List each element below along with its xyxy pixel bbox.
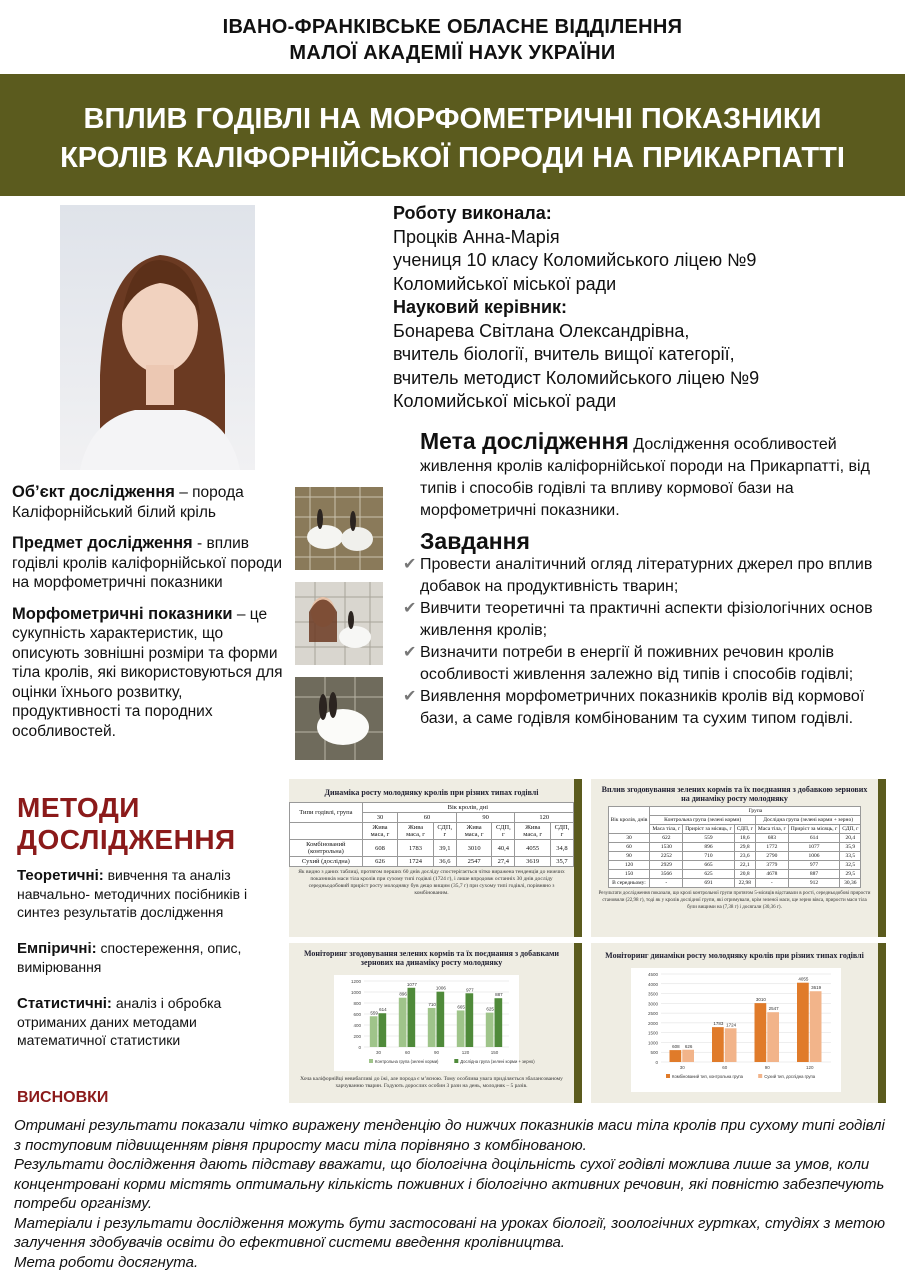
- y-tick-label: 4000: [647, 981, 658, 987]
- cell: 1530: [650, 843, 683, 852]
- x-tick-label: 30: [679, 1065, 685, 1070]
- bar: [725, 1028, 737, 1062]
- title-line2: КРОЛІВ КАЛІФОРНІЙСЬКОЇ ПОРОДИ НА ПРИКАРПАТТІ: [60, 142, 845, 174]
- slide1-table: [289, 802, 574, 867]
- cell: 4678: [755, 870, 788, 879]
- cell: 29,8: [734, 843, 755, 852]
- legend-label: Сухий тип, дослідна група: [764, 1074, 816, 1079]
- methods-title-line1: МЕТОДИ: [17, 792, 140, 823]
- table-row: [290, 857, 574, 867]
- bar: [670, 1050, 682, 1062]
- test-group-header: Дослідна група (зелені корми + зерно): [755, 816, 861, 825]
- table-row: [608, 843, 861, 852]
- data-label: 1077: [406, 981, 417, 987]
- cell: 3010: [456, 840, 492, 857]
- object-label: Об’єкт дослідження: [12, 483, 175, 501]
- cell: 23,6: [734, 852, 755, 861]
- data-label: 896: [399, 991, 407, 997]
- cell: 39,1: [433, 840, 456, 857]
- conclusions-text: [14, 1116, 894, 1272]
- subject-text: - вплив годівлі кролів каліфорнійської породи на морфометричні показники: [12, 535, 282, 591]
- table-row: [608, 852, 861, 861]
- cell: 625: [683, 870, 735, 879]
- cell: 3779: [755, 861, 788, 870]
- age-cell: 60: [398, 813, 457, 823]
- y-tick-label: 800: [353, 1001, 361, 1006]
- cell: 3619: [515, 857, 551, 867]
- morph-paragraph: [12, 605, 294, 742]
- task-item: [403, 554, 898, 598]
- cell: 60: [608, 843, 650, 852]
- task-item: [403, 598, 898, 642]
- y-tick-label: 600: [353, 1012, 361, 1017]
- tasks-label: Завдання: [420, 528, 530, 554]
- cell: 120: [608, 861, 650, 870]
- legend-label: Комбінований тип, контрольна група: [672, 1074, 744, 1079]
- cell: 1077: [788, 843, 840, 852]
- col-header: СДП, г: [734, 825, 755, 834]
- cell: 977: [788, 861, 840, 870]
- legend-swatch: [454, 1059, 458, 1063]
- data-label: 625: [486, 1006, 494, 1012]
- slide-chart-green-feed: [289, 943, 582, 1103]
- col-header: Приріст за місяць, г: [683, 825, 735, 834]
- slide2-title: Вплив згодовування зелених кормів та їх поєднання з добавкою зернових на динаміку росту молодняку: [601, 785, 868, 803]
- cell: 27,4: [492, 857, 515, 867]
- bar: [428, 1008, 436, 1047]
- slide3-note: Хоча каліфорнійці невибагливі до їжі, але порода є м’ясною. Тому особлива увага приділяється збалансованому харчуванню тварин. Годують дорослих особин 3 рази на день, молодняк – 5 разів.: [300, 1076, 563, 1089]
- legend-swatch: [666, 1074, 670, 1078]
- bar: [755, 1003, 767, 1062]
- cell: 33,5: [840, 852, 861, 861]
- theoretical-text: вивчення та аналіз навчально- методичних посібників і синтез результатів дослідження: [17, 867, 248, 920]
- x-tick-label: 120: [461, 1050, 470, 1055]
- slide-table-growth: [289, 779, 582, 937]
- y-tick-label: 1000: [350, 990, 361, 995]
- cell: 22,1: [734, 861, 755, 870]
- data-label: 4055: [798, 976, 809, 982]
- legend-swatch: [369, 1059, 373, 1063]
- cell: 614: [788, 834, 840, 843]
- statistical-label: Статистичні:: [17, 995, 112, 1012]
- y-tick-label: 200: [353, 1034, 361, 1039]
- author-label: Роботу виконала:: [393, 203, 552, 223]
- age-cell: 90: [456, 813, 515, 823]
- y-tick-label: 500: [650, 1050, 658, 1056]
- table-row: [608, 834, 861, 843]
- bar: [370, 1016, 378, 1047]
- cell: 896: [683, 843, 735, 852]
- cell: 29,5: [840, 870, 861, 879]
- statistical-text: аналіз і обробка отриманих даних методами математичної статистики: [17, 995, 222, 1048]
- green-feed-chart: [289, 969, 574, 1071]
- goal-block: [420, 430, 895, 522]
- cell: 150: [608, 870, 650, 879]
- supervisor-label: Науковий керівник:: [393, 297, 568, 317]
- org-header: [0, 14, 905, 66]
- cell: 30: [608, 834, 650, 843]
- slide2-group-header: Група: [650, 807, 861, 816]
- task-text: Провести аналітичний огляд літературних джерел про вплив добавок на продуктивність тварин;: [420, 556, 873, 595]
- title-line1: ВПЛИВ ГОДІВЛІ НА МОРФОМЕТРИЧНІ ПОКАЗНИКИ: [83, 103, 822, 135]
- author-name: Процків Анна-Марія: [393, 226, 560, 247]
- conclusion-paragraph: Результати дослідження дають підставу вважати, що біологічна доцільність сухої годівлі можлива лише за умов, коли концентровані корми містять оптимальну кількість поживних і біологічно активних речовин, які повністю забезпечують потреби організму.: [14, 1156, 885, 1212]
- cell: 2929: [650, 861, 683, 870]
- cell: 3566: [650, 870, 683, 879]
- table-row: [608, 879, 861, 888]
- supervisor-name: Бонарева Світлана Олександрівна,: [393, 320, 690, 341]
- y-tick-label: 4500: [647, 972, 658, 977]
- y-tick-label: 1200: [350, 979, 361, 984]
- y-tick-label: 2000: [647, 1020, 658, 1026]
- cell: 887: [788, 870, 840, 879]
- cell: 30,36: [840, 879, 861, 888]
- cell: 4055: [515, 840, 551, 857]
- cell: 18,6: [734, 834, 755, 843]
- cell: 22,98: [734, 879, 755, 888]
- legend-label: Дослідна група (зелені корми + зерно): [460, 1059, 535, 1064]
- x-tick-label: 150: [490, 1050, 499, 1055]
- slide1-age-header: Вік кролів, днi: [362, 803, 573, 813]
- object-text: – порода Каліфорнійський білий кріль: [12, 484, 244, 521]
- author-photo: [60, 205, 255, 470]
- cell: 90: [608, 852, 650, 861]
- slide-chart-feeding-type: [591, 943, 886, 1103]
- cell: 2790: [755, 852, 788, 861]
- methods-title: [17, 792, 236, 856]
- cell: 691: [683, 879, 735, 888]
- cell: 1783: [398, 840, 434, 857]
- goal-label: Мета дослідження: [420, 428, 629, 454]
- task-text: Вивчити теоретичні та практичні аспекти фізіологічних основ живлення кролів;: [420, 600, 873, 639]
- data-label: 559: [370, 1010, 378, 1016]
- legend-label: Контрольна група (зелені корми): [375, 1059, 439, 1064]
- legend-swatch: [758, 1074, 762, 1078]
- col-header: Жива маса, г: [515, 823, 551, 840]
- rabbit-photo-2: [295, 582, 383, 665]
- row-label: Сухий (дослідна): [290, 857, 363, 867]
- cell: 35,7: [550, 857, 573, 867]
- check-icon: ✔: [403, 600, 417, 617]
- author-line1: учениця 10 класу Коломийського ліцею №9: [393, 250, 757, 270]
- cell: 35,9: [840, 843, 861, 852]
- data-label: 1724: [726, 1022, 737, 1028]
- supervisor-line1: вчитель біології, вчитель вищої категорії,: [393, 344, 735, 364]
- cell: -: [650, 879, 683, 888]
- definitions-block: [12, 483, 294, 753]
- check-icon: ✔: [403, 644, 417, 661]
- methods-block: [17, 866, 287, 1067]
- bar: [457, 1010, 465, 1047]
- data-label: 1783: [713, 1021, 724, 1027]
- cell: 20,8: [734, 870, 755, 879]
- slide1-group-header: Типи годівлі, група: [290, 803, 363, 823]
- cell: 626: [362, 857, 398, 867]
- cell: 40,4: [492, 840, 515, 857]
- methods-title-line2: ДОСЛІДЖЕННЯ: [17, 824, 236, 855]
- y-tick-label: 0: [358, 1045, 361, 1050]
- cell: 622: [650, 834, 683, 843]
- rabbit-photos: [295, 487, 383, 772]
- slide2-table: [608, 806, 862, 888]
- data-label: 2547: [768, 1006, 779, 1012]
- cell: 2547: [456, 857, 492, 867]
- data-label: 710: [428, 1001, 436, 1007]
- table-row: [608, 861, 861, 870]
- goal-text: Дослідження особливостей живлення кролів каліфорнійської породи на Прикарпатті, від типів і способів годівлі та впливу кормової бази на морфометричні показники.: [420, 436, 870, 519]
- y-tick-label: 3000: [647, 1001, 658, 1007]
- slide2-note: Результати дослідження показали, що кролі контрольної групи протягом 5-місяців відставали в рості, середньодобові прирости становили (22,98 г), тоді як у кролів дослідної групи, які отримували, крім зеленої маси, ще зерно вівса, прирости маси тіла були вищими на (7,38 г) і досягали (30,36 г).: [598, 891, 871, 910]
- age-cell: 30: [362, 813, 398, 823]
- check-icon: ✔: [403, 688, 417, 705]
- cell: 912: [788, 879, 840, 888]
- cell: 559: [683, 834, 735, 843]
- rabbit-photo-1: [295, 487, 383, 570]
- empirical-label: Емпіричні:: [17, 940, 97, 957]
- slide2-age-header: Вік кролів, днів: [608, 807, 650, 834]
- bar: [379, 1013, 387, 1047]
- cell: 1772: [755, 843, 788, 852]
- row-label: Комбінований (контрольна): [290, 840, 363, 857]
- data-label: 614: [379, 1007, 387, 1013]
- cell: -: [755, 879, 788, 888]
- org-header-line1: ІВАНО-ФРАНКІВСЬКЕ ОБЛАСНЕ ВІДДІЛЕННЯ: [222, 16, 683, 38]
- data-label: 977: [466, 987, 474, 993]
- cell: 34,8: [550, 840, 573, 857]
- task-item: [403, 642, 898, 686]
- title-band: [0, 74, 905, 196]
- data-label: 608: [672, 1044, 680, 1050]
- subject-paragraph: [12, 534, 294, 593]
- cell: 683: [755, 834, 788, 843]
- theoretical-method: [17, 866, 287, 921]
- col-header: СДП, г: [840, 825, 861, 834]
- control-group-header: Контрольна група (зелені корми): [650, 816, 756, 825]
- subject-label: Предмет дослідження: [12, 534, 193, 552]
- author-block: [393, 202, 893, 414]
- cell: 2252: [650, 852, 683, 861]
- col-header: СДП, г: [492, 823, 515, 840]
- conclusions-label: ВИСНОВКИ: [17, 1089, 109, 1106]
- y-tick-label: 0: [655, 1060, 658, 1065]
- col-header: СДП, г: [550, 823, 573, 840]
- bar: [797, 983, 809, 1062]
- cell: 1724: [398, 857, 434, 867]
- check-icon: ✔: [403, 556, 417, 573]
- col-header: Маса тіла, г: [650, 825, 683, 834]
- empirical-method: [17, 939, 287, 976]
- col-header: Жива маса, г: [362, 823, 398, 840]
- x-tick-label: 90: [433, 1050, 440, 1055]
- slide-table-green-feed: [591, 779, 886, 937]
- task-text: Виявлення морфометричних показників кролів від кормової бази, а саме годівля комбінованим та сухим типом годівлі.: [420, 688, 865, 727]
- data-label: 1006: [435, 985, 446, 991]
- y-tick-label: 400: [353, 1023, 361, 1028]
- x-tick-label: 60: [722, 1065, 728, 1070]
- bar: [486, 1013, 494, 1047]
- slide4-title: Моніторинг динаміки росту молодняку кролів при різних типах годівлі: [605, 951, 864, 960]
- conclusion-paragraph: Отримані результати показали чітко виражену тенденцію до нижчих показників маси тіла кролів при сухому типі годівлі з поступовим підвищенням рівня приросту маси тіла порівняно з комбінованою.: [14, 1117, 885, 1154]
- col-header: Жива маса, г: [456, 823, 492, 840]
- x-tick-label: 120: [805, 1065, 814, 1070]
- table-row: [290, 840, 574, 857]
- bar: [437, 992, 445, 1047]
- cell: 36,6: [433, 857, 456, 867]
- supervisor-line2: вчитель методист Коломийського ліцею №9: [393, 367, 760, 388]
- x-tick-label: 30: [375, 1050, 382, 1055]
- bar: [495, 998, 503, 1047]
- data-label: 665: [457, 1004, 465, 1010]
- col-header: Маса тіла, г: [755, 825, 788, 834]
- y-tick-label: 3500: [647, 991, 658, 997]
- bar: [767, 1012, 779, 1062]
- cell: 710: [683, 852, 735, 861]
- rabbit-photo-3: [295, 677, 383, 760]
- data-label: 887: [495, 992, 503, 998]
- slide1-title: Динаміка росту молодняку кролів при різних типах годівлі: [324, 788, 539, 797]
- object-paragraph: [12, 483, 294, 522]
- empirical-text: спостереження, опис, вимірювання: [17, 940, 242, 975]
- bar: [408, 988, 416, 1047]
- cell: 20,4: [840, 834, 861, 843]
- col-header: СДП, г: [433, 823, 456, 840]
- y-tick-label: 2500: [647, 1011, 658, 1017]
- table-row: [608, 870, 861, 879]
- author-line2: Коломийської міської ради: [393, 273, 617, 294]
- morph-text: – це сукупність характеристик, що описують зовнішні розміри та форми тіла кролів, які використовуються для оцінки їхнього розвитку, продуктивності та породних особливостей.: [12, 605, 283, 740]
- bar: [466, 993, 474, 1047]
- bar: [712, 1027, 724, 1062]
- supervisor-line3: Коломийської міської ради: [393, 391, 617, 411]
- slide1-note: Як видно з даних таблиці, протягом перших 60 днів досліду спостерігається чітко виражена тенденція до нижчих показників маси тіла кролів при сухому типі годівлі (1724 г), і лише впродовж останніх 30 днів досліду середньодобовий приріст росту молодняку був дещо вищим (35,7 г) при сухому типі годівлі, порівняно з комбінованим.: [298, 869, 565, 896]
- data-label: 3619: [811, 985, 822, 991]
- morph-label: Морфометричні показники: [12, 604, 233, 623]
- x-tick-label: 60: [404, 1050, 411, 1055]
- bar: [810, 991, 822, 1062]
- task-text: Визначити потреби в енергії й поживних речовин кролів особливості живлення залежно від типів і способів годівлі;: [420, 644, 854, 683]
- col-header: Жива маса, г: [398, 823, 434, 840]
- feeding-type-chart: [591, 962, 878, 1092]
- cell: 665: [683, 861, 735, 870]
- conclusion-paragraph: Мета роботи досягнута.: [14, 1253, 199, 1271]
- slide3-title: Моніторинг згодовування зелених кормів та їх поєднання з добавками зернових на динаміку росту молодняку: [303, 949, 560, 967]
- y-tick-label: 1000: [647, 1040, 658, 1046]
- data-label: 3010: [755, 997, 766, 1003]
- bar: [682, 1050, 694, 1062]
- cell: 608: [362, 840, 398, 857]
- x-tick-label: 90: [764, 1065, 770, 1070]
- cell: 1006: [788, 852, 840, 861]
- col-header: Приріст за місяць, г: [788, 825, 840, 834]
- tasks-block: [403, 528, 898, 730]
- age-cell: 120: [515, 813, 574, 823]
- org-header-line2: МАЛОЇ АКАДЕМІЇ НАУК УКРАЇНИ: [289, 42, 616, 64]
- bar: [399, 998, 407, 1047]
- cell: В середньому:: [608, 879, 650, 888]
- conclusion-paragraph: Матеріали і результати дослідження можуть бути застосовані на уроках біології, зоологічних гуртках, студіях з метою залучення здобувачів освіти до ефективної системи введення кролівництва.: [14, 1214, 886, 1251]
- y-tick-label: 1500: [647, 1030, 658, 1036]
- task-item: [403, 686, 898, 730]
- theoretical-label: Теоретичні:: [17, 867, 104, 884]
- data-label: 626: [684, 1043, 693, 1049]
- cell: 32,5: [840, 861, 861, 870]
- statistical-method: [17, 994, 287, 1049]
